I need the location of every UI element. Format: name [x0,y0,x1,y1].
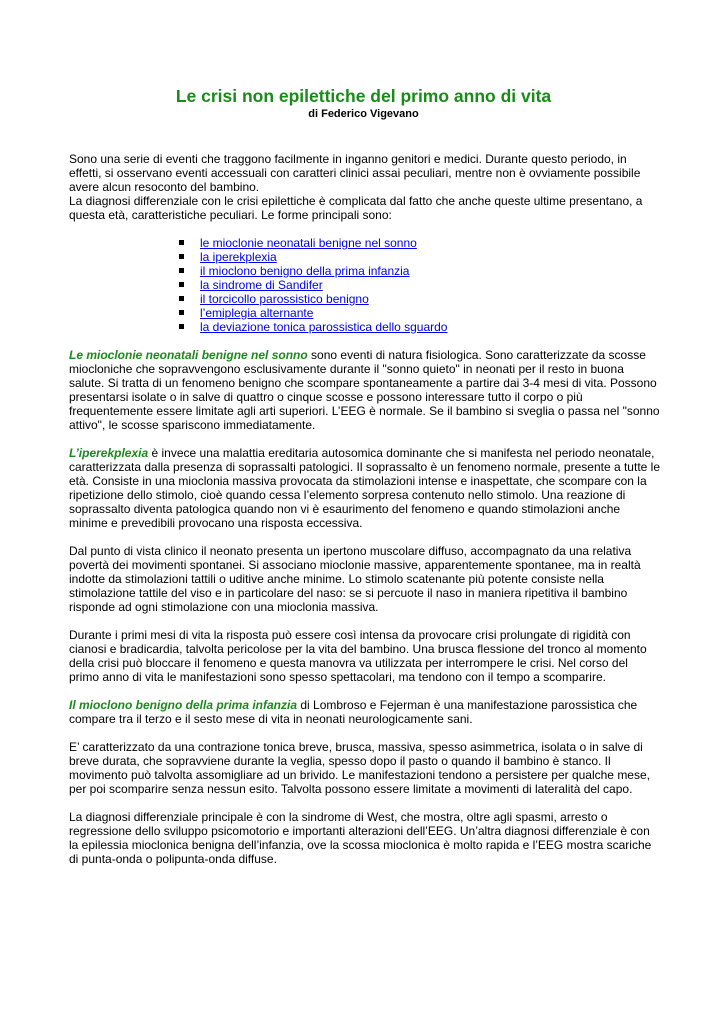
link-deviazione-tonica[interactable]: la deviazione tonica parossistica dello sguardo [200,320,448,334]
square-bullet-icon [179,282,184,287]
section-mioclonie-paragraph [69,348,661,432]
list-item [176,250,661,264]
section-iperekplexia-text: è invece una malattia ereditaria autosomica dominante che si manifesta nel periodo neonatale, caratterizzata dalla presenza di soprassalti patologici. Il soprassalto è un fenomeno normale, presente a tutte le età. Consiste in una mioclonia massiva provocata da stimolazioni intense e inaspettate, che scompare con la ripetizione dello stimolo, cioè quando cessa l’elemento sorpresa contenuto nello stimolo. Una reazione di soprassalto diventa patologica quando non vi è esaurimento del fenomeno e quando stimolazioni anche minime e prevedibili provocano una risposta eccessiva. [69,446,660,530]
mioclono-paragraph-2: E’ caratterizzato da una contrazione tonica breve, brusca, massiva, spesso asimmetrica, isolata o in salve di breve durata, che sopravviene durante la veglia, spesso dopo il pasto o quando il bambino è stanco. Il movimento può talvolta assomigliare ad un brivido. Le manifestazioni tendono a persistere per qualche mese, per poi scomparire senza nessun esito. Talvolta possono essere limitate a movimenti di lateralità del capo. [69,740,650,796]
square-bullet-icon [179,268,184,273]
iperekplexia-paragraph-3: Durante i primi mesi di vita la risposta può essere così intensa da provocare crisi prolungate di rigidità con cianosi e bradicardia, talvolta pericolose per la vita del bambino. Una brusca flessione del tronco al momento della crisi può bloccare il fenomeno e questa manovra va utilizzata per interrompere le crisi. Nel corso del primo anno di vita le manifestazioni sono spesso spettacolari, ma tendono con il tempo a scomparire. [69,628,647,684]
document-title: Le crisi non epilettiche del primo anno di vita [175,86,552,106]
link-emiplegia[interactable]: l’emiplegia alternante [200,306,314,320]
section-mioclono-text: di Lombroso e Fejerman è una manifestazione parossistica che compare tra il terzo e il sesto mese di vita in neonati neurologicamente sani. [69,698,638,726]
section-heading-mioclono: Il mioclono benigno della prima infanzia [69,698,298,712]
square-bullet-icon [179,254,184,259]
square-bullet-icon [179,324,184,329]
link-mioclonie-neonatali[interactable]: le mioclonie neonatali benigne nel sonno [200,236,417,250]
link-sindrome-sandifer[interactable]: la sindrome di Sandifer [200,278,323,292]
square-bullet-icon [179,296,184,301]
mioclono-paragraph-3: La diagnosi differenziale principale è con la sindrome di West, che mostra, oltre agli spasmi, arresto o regressione dello sviluppo psicomotorio e importanti alterazioni dell’EEG. Un’altra diagnosi differenziale è con la epilessia mioclonica benigna dell’infanzia, ove la scossa mioclonica è molto rapida e l’EEG mostra scariche di punta-onda o polipunta-onda diffuse. [69,810,652,866]
author-line: di Federico Vigevano [308,108,419,120]
document-body [69,152,661,866]
section-mioclonie-text: sono eventi di natura fisiologica. Sono caratterizzate da scosse miocloniche che sopravvengono esclusivamente durante il "sonno quieto" in neonati per il resto in buona salute. Si tratta di un fenomeno benigno che scompare spontaneamente a partire dai 3-4 mesi di vita. Possono presentarsi isolate o in salve di quattro o cinque scosse e possono interessare tutto il corpo o più frequentemente essere limitate agli arti superiori. L’EEG è normale. Se il bambino si sveglia o passa nel "sonno attivo", le scosse spariscono immediatamente. [69,348,660,432]
intro-paragraph-1: Sono una serie di eventi che traggono facilmente in inganno genitori e medici. Durante questo periodo, in effetti, si osservano eventi accessuali con caratteri clinici assai peculiari, mentre non è ovviamente possibile avere alcun resoconto del bambino. [69,152,641,194]
list-item [176,320,661,334]
square-bullet-icon [179,240,184,245]
forms-list [69,236,661,334]
list-item [176,306,661,320]
square-bullet-icon [179,310,184,315]
section-heading-iperekplexia: L’iperekplexia [69,446,149,460]
list-item [176,264,661,278]
iperekplexia-paragraph-2: Dal punto di vista clinico il neonato presenta un ipertono muscolare diffuso, accompagnato da una relativa povertà dei movimenti spontanei. Si associano mioclonie massive, apparentemente spontanee, ma in realtà indotte da stimolazioni tattili o uditive anche minime. Lo stimolo scatenante più potente consiste nella stimolazione tattile del viso e in particolare del naso: se si percuote il naso in maniera ripetitiva il bambino risponde ad ogni stimolazione con una mioclonia massiva. [69,544,641,614]
link-mioclono-benigno[interactable]: il mioclono benigno della prima infanzia [200,264,410,278]
link-torcicollo[interactable]: il torcicollo parossistico benigno [200,292,369,306]
intro-paragraph-2: La diagnosi differenziale con le crisi epilettiche è complicata dal fatto che anche queste ultime presentano, a questa età, caratteristiche peculiari. Le forme principali sono: [69,194,643,222]
section-iperekplexia-paragraph [69,446,661,530]
section-mioclono-paragraph [69,698,661,726]
list-item [176,236,661,250]
section-heading-mioclonie: Le mioclonie neonatali benigne nel sonno [69,348,308,362]
list-item [176,278,661,292]
list-item [176,292,661,306]
link-iperekplexia[interactable]: la iperekplexia [200,250,277,264]
